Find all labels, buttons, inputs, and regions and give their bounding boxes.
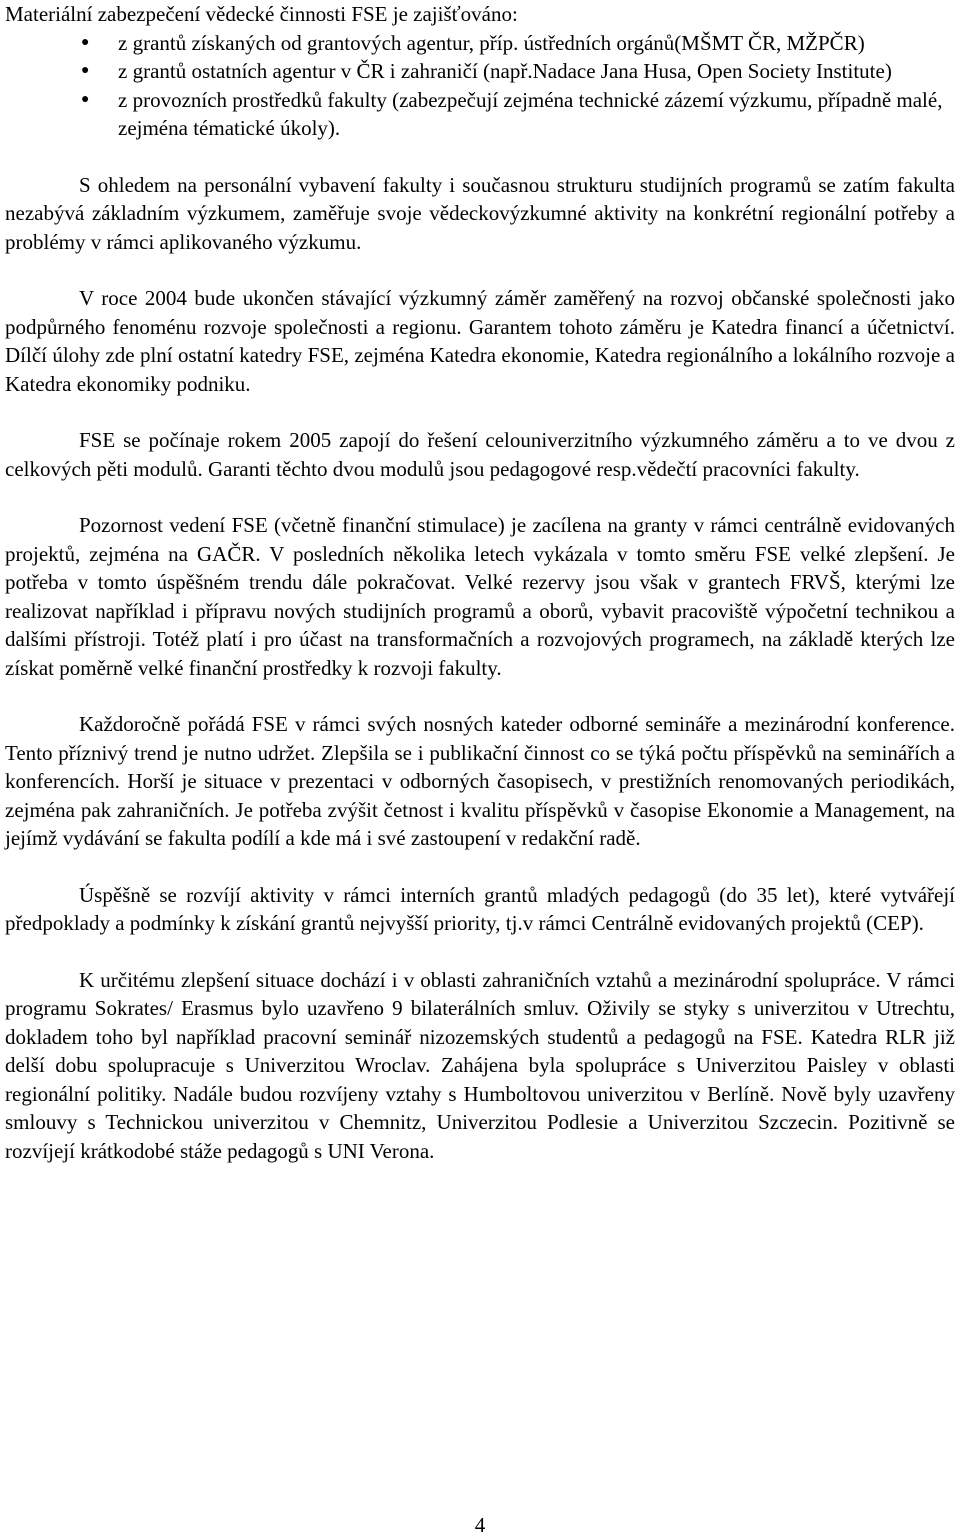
bullet-icon: ● <box>81 91 90 107</box>
bullet-icon: ● <box>81 63 90 78</box>
paragraph-international-cooperation: K určitému zlepšení situace dochází i v oblasti zahraničních vztahů a mezinárodní spolupráce. V rámci programu Sokrates/ Erasmus bylo uzavřeno 9 bilaterálních smluv. Oživily se styky s univerzitou v Utrechtu, dokladem toho byl například pracovní seminář nizozemských studentů a pedagogů na FSE. Katedra RLR již delší dobu spolupracuje s Univerzitou Wroclav. Zahájena byla spolupráce s Univerzitou Paisley v oblasti regionální politiky. Nadále budou rozvíjeny vztahy s Humboltovou univerzitou v Berlíně. Nově byly uzavřeny smlouvy s Technickou univerzitou v Chemnitz, Univerzitou Podlesie a Univerzitou Szczecin. Pozitivně se rozvíjejí krátkodobé stáže pedagogů s UNI Verona. <box>5 967 955 1163</box>
list-item-text: z grantů získaných od grantových agentur, příp. ústředních orgánů(MŠMT ČR, MŽPČR) <box>118 30 865 55</box>
paragraph-university-plan-2005: FSE se počínaje rokem 2005 zapojí do řešení celouniverzitního výzkumného záměru a to ve dvou z celkových pěti modulů. Garanti těchto dvou modulů jsou pedagogové resp.vědečtí pracovníci fakulty. <box>5 428 955 481</box>
paragraph-research-plan-2004: V roce 2004 bude ukončen stávající výzkumný záměr zaměřený na rozvoj občanské společnosti jako podpůrného fenoménu rozvoje společnosti a regionu. Garantem tohoto záměru je Katedra financí a účetnictví. Dílčí úlohy zde plní ostatní katedry FSE, zejména Katedra ekonomie, Katedra regionálního a lokálního rozvoje a Katedra ekonomiky podniku. <box>5 286 955 396</box>
intro-line: Materiální zabezpečení vědecké činnosti FSE je zajišťováno: <box>5 2 518 26</box>
list-item <box>5 86 955 143</box>
list-item <box>5 29 955 58</box>
list-item-text: z provozních prostředků fakulty (zabezpečují zejména technické zázemí výzkumu, případně malé, zejména tématické úkoly). <box>118 87 943 140</box>
page-number: 4 <box>474 1513 486 1537</box>
paragraph-grants: Pozornost vedení FSE (včetně finanční stimulace) je zacílena na granty v rámci centrálně evidovaných projektů, zejména na GAČR. V posledních několika letech vykázala v tomto směru FSE velké zlepšení. Je potřeba v tomto úspěšném trendu dále pokračovat. Velké rezervy jsou však v grantech FRVŠ, kterými lze realizovat například i přípravu nových studijních programů a oborů, vybavit pracoviště výpočetní technikou a dalšími přístroji. Totéž platí i pro účast na transformačních a rozvojových programech, na základě kterých lze získat poměrně velké finanční prostředky k rozvoji fakulty. <box>5 513 955 680</box>
list-item-text: z grantů ostatních agentur v ČR i zahraničí (např.Nadace Jana Husa, Open Society Institute) <box>118 59 892 83</box>
list-item <box>5 57 955 86</box>
paragraph-research-focus: S ohledem na personální vybavení fakulty i současnou strukturu studijních programů se zatím fakulta nezabývá základním výzkumem, zaměřuje svoje vědeckovýzkumné aktivity na konkrétní regionální potřeby a problémy v rámci aplikovaného výzkumu. <box>5 172 955 254</box>
bullet-icon: ● <box>81 34 90 50</box>
funding-sources-list <box>5 29 955 143</box>
paragraph-internal-grants: Úspěšně se rozvíjí aktivity v rámci interních grantů mladých pedagogů (do 35 let), které vytvářejí předpoklady a podmínky k získání grantů nejvyšší priority, tj.v rámci Centrálně evidovaných projektů (CEP). <box>5 882 955 935</box>
document-page <box>5 0 955 1165</box>
paragraph-seminars-conferences: Každoročně pořádá FSE v rámci svých nosných kateder odborné semináře a mezinárodní konference. Tento příznivý trend je nutno udržet. Zlepšila se i publikační činnost co se týká počtu příspěvků na seminářích a konferencích. Horší je situace v prezentaci v odborných časopisech, v prestižních renomovaných periodikách, zejména pak zahraničních. Je potřeba zvýšit četnost i kvalitu příspěvků v časopise Ekonomie a Management, na jejímž vydávání se fakulta podílí a kde má i své zastoupení v redakční radě. <box>5 712 955 850</box>
